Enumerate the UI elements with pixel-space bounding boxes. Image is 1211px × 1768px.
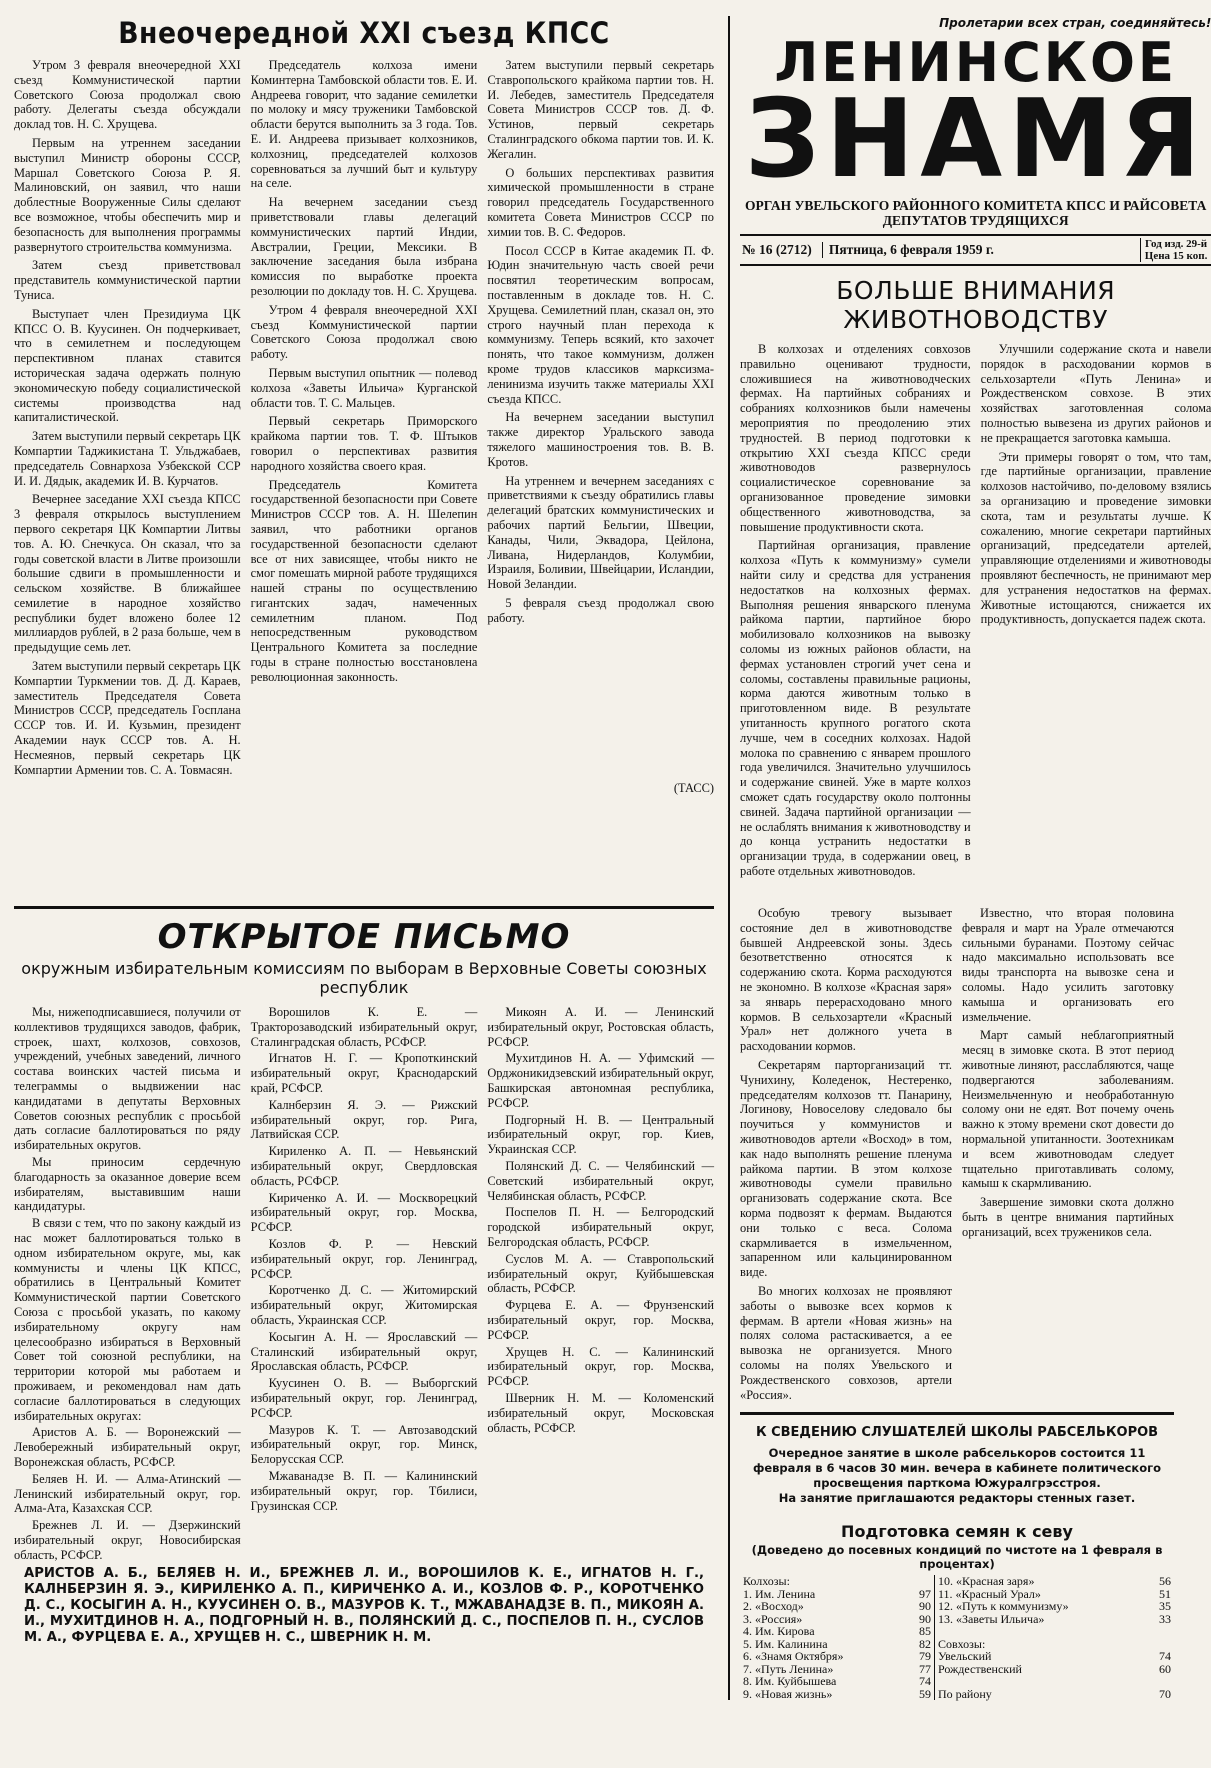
farm-value: 77 <box>918 1661 931 1676</box>
paragraph: Мазуров К. Т. — Автозаводский избирательный округ, гор. Минск, Белорусская ССР. <box>250 1422 478 1467</box>
paragraph: Секретарям парторганизаций тт. Чунихину, Коледенок, Нестеренко, председателям колхозов тт. Панарину, Логинову, Новоселову следовало бы поучиться у коммунистов и животноводов артели «Восход» в том, как надо выполнять решение пленума райкома партии. В этом колхозе животноводы сумели правильно организовать содержание скота. Все корма подвозят к фермам. Выдаются они только с веса. Солома скармливается в измельченном, запаренном или кальцинированном виде. <box>740 1057 952 1280</box>
paragraph: Косыгин А. Н. — Ярославский — Сталинский избирательный округ, Ярославская область, РСФСР. <box>250 1329 478 1374</box>
table-row <box>740 1600 1174 1613</box>
price: Цена 15 коп. <box>1144 250 1208 262</box>
paragraph: Во многих колхозах не проявляют заботы о вывозке всех кормов к фермам. В артели «Новая жизнь» на полях солома растаскивается, а ее вывозка не организуется. Много соломы на полях Увельского и Рождественского совхозов, артели «Россия». <box>740 1283 952 1402</box>
farm-value: 90 <box>918 1611 931 1626</box>
text-column <box>981 342 1211 883</box>
letter-columns <box>14 1005 714 1564</box>
text-column <box>14 58 241 781</box>
paragraph: На утреннем и вечернем заседаниях с приветствиями к съезду обратились главы делегаций братских коммунистических и рабочих партий Бельгии, Швеции, Канады, Чили, Эквадора, Цейлона, Ливана, Нидерландов, Колумбии, Израиля, Боливии, Швейцарии, Исландии, Новой Зеландии. <box>487 473 714 592</box>
text-column <box>487 1005 714 1564</box>
paragraph: Беляев Н. И. — Алма-Атинский — Ленинский избирательный округ, гор. Алма-Ата, Казахская ССР. <box>14 1471 241 1516</box>
farm-value: 51 <box>1159 1586 1171 1601</box>
total-label: По району <box>934 1688 1138 1701</box>
publication-year: Год изд. 29-й <box>1144 238 1208 250</box>
congress-columns <box>14 58 714 781</box>
paragraph: Брежнев Л. И. — Дзержинский избирательный округ, Новосибирская область, РСФСР. <box>14 1518 241 1562</box>
letter-subtitle: окружным избирательным комиссиям по выборам в Верховные Советы союзных республик <box>21 959 707 997</box>
kolkhozy-label: Колхозы: <box>743 1574 790 1589</box>
paragraph: Утром 4 февраля внеочередной XXI съезд Коммунистической партии Советского Союза продолжал свою работу. <box>250 302 478 362</box>
paragraph: Выступает член Президиума ЦК КПСС О. В. Куусинен. Он подчеркивает, что в семилетнем и последующем перспективном планах ставится историческая задача одержать полную экономическую победу социалистической системы производства над капиталистической. <box>14 306 241 425</box>
farm-name: 8. Им. Куйбышева <box>743 1674 837 1689</box>
editorial-columns <box>740 342 1211 883</box>
paragraph: Март самый неблагоприятный месяц в зимовке скота. В этот период животные линяют, расслабляются, чаще подвергаются заболеваниям. Неизмельченную и необработанную солому они не едят. Вот почему очень важно к этому времени скот довести до нормальной упитанности. Зоотехникам и всем животноводам следует тщательно приготавливать солому, камыш к скармливанию. <box>962 1028 1174 1191</box>
table-row <box>740 1650 1174 1663</box>
empty-cell <box>1138 1625 1174 1638</box>
paragraph: Мы приносим сердечную благодарность за оказанное доверие всем избирателям, выставившим наши кандидатуры. <box>14 1154 241 1214</box>
sovkhoz-name: Рождественский <box>934 1663 1138 1676</box>
farm-name: 9. «Новая жизнь» <box>743 1686 833 1701</box>
congress-title: Внеочередной XXI съезд КПСС <box>118 16 610 50</box>
farm-name: 11. «Красный Урал» <box>934 1588 1138 1601</box>
issue-date: Пятница, 6 февраля 1959 г. <box>822 242 1140 258</box>
paragraph: Кириленко А. П. — Невьянский избирательный округ, Свердловская область, РСФСР. <box>250 1144 478 1188</box>
paragraph: Микоян А. И. — Ленинский избирательный округ, Ростовская область, РСФСР. <box>487 1005 714 1049</box>
empty-cell <box>934 1675 1138 1688</box>
editorial-continued <box>740 906 1174 1406</box>
paragraph: Первый секретарь Приморского крайкома партии тов. Т. Ф. Штыков говорил о перспективах развития народного хозяйства своего края. <box>250 414 478 473</box>
text-column <box>251 1005 478 1564</box>
sovkhozy-label: Совхозы: <box>934 1638 1138 1651</box>
paragraph: Партийная организация, правление колхоза «Путь к коммунизму» сумели найти силу и средства для устранения недостатков на колхозных фермах. Выполняя решения январского пленума райкома партии, партийное бюро мобилизовало колхозников на вывозку соломы из южных районов области, на фермах установлен строгий учет сена и соломы, составлены правильные рационы, корма даются животным только в приготовленном виде. В результате упитанность крупного рогатого скота лучше, чем в соседних колхозах. Надой молока по сравнению с январем прошлого года увеличился. Значительно улучшилось и содержание свиней. Уже в марте колхоз сможет сдать государству около полтонны свиней. Задача партийной организации — не ослаблять внимания к животноводству и до конца устранить недостатки в организации труда, в содержании овец, в работе отдельных животноводов. <box>740 538 971 878</box>
farm-value: 82 <box>918 1636 931 1651</box>
empty-cell <box>1138 1675 1174 1688</box>
masthead-line2: ЗНАМЯ <box>744 77 1207 202</box>
table-row <box>740 1575 1174 1588</box>
paragraph: Затем выступили первый секретарь Ставропольского крайкома партии тов. Н. И. Лебедев, заместитель Председателя Совета Министров СССР тов. Д. Ф. Устинов, первый секретарь Сталинградского обкома партии тов. И. К. Жегалин. <box>487 58 714 161</box>
right-bottom <box>728 906 1174 1700</box>
paragraph: Затем выступили первый секретарь ЦК Компартии Таджикистана Т. Ульджабаев, председатель Совнархоза Узбекской ССР И. И. Дядык, академик И. В. Курчатов. <box>14 429 241 488</box>
issue-number: № 16 (2712) <box>742 242 812 257</box>
bottom-section <box>14 906 1174 1700</box>
farm-name: 4. Им. Кирова <box>743 1624 815 1639</box>
paragraph: Мухитдинов Н. А. — Уфимский — Орджоникидзевский избирательный округ, Башкирская автономная республика, РСФСР. <box>487 1051 714 1110</box>
paragraph: В связи с тем, что по закону каждый из нас может баллотироваться только в одном избирательном округе, мы, как коммунисты и члены ЦК КПСС, обратились в Центральный Комитет Коммунистической партии Советского Союза с просьбой указать, по какому избирательному округу нам целесообразно избираться в Верховный Совет той союзной республики, на территории которой мы работаем и проживаем, и рекомендовал нам дать согласие баллотироваться в следующих избирательных округах: <box>14 1216 241 1423</box>
table-row <box>740 1688 1174 1701</box>
empty-cell <box>898 1575 935 1588</box>
paragraph: Коротченко Д. С. — Житомирский избирательный округ, Житомирская область, Украинская ССР. <box>250 1283 478 1327</box>
notice-body <box>740 1446 1174 1506</box>
farm-value: 33 <box>1159 1611 1171 1626</box>
farm-name: 7. «Путь Ленина» <box>743 1661 834 1676</box>
congress-source: (ТАСС) <box>673 781 714 796</box>
paragraph: О больших перспективах развития химической промышленности в стране говорил председатель Государственного комитета Совета Министров СССР по химии тов. В. С. Федоров. <box>487 165 714 239</box>
paragraph: Ворошилов К. Е. — Тракторозаводский избирательный округ, Сталинградская область, РСФСР. <box>250 1005 478 1049</box>
paragraph: Затем выступили первый секретарь ЦК Компартии Туркмении тов. Д. Д. Караев, заместитель Председателя Совета Министров СССР, председатель Госплана СССР тов. И. И. Кузьмин, президент Академии наук СССР тов. А. Н. Несмеянов, первый секретарь ЦК Компартии Армении тов. С. А. Товмасян. <box>14 659 241 777</box>
paragraph: Председатель колхоза имени Коминтерна Тамбовской области тов. Е. И. Андреева говорит, что задание семилетки по молоку и мясу труженики Тамбовской области берутся выполнить за 3 года. Тов. Е. И. Андреева призывает колхозников, колхозниц, председателей колхозов соревноваться за лучший быт и культуру на селе. <box>250 58 478 191</box>
paragraph: 5 февраля съезд продолжал свою работу. <box>487 595 714 625</box>
farm-value: 74 <box>918 1674 931 1689</box>
paragraph: Калнберзин Я. Э. — Рижский избирательный округ, гор. Рига, Латвийская ССР. <box>250 1097 478 1142</box>
congress-article <box>14 16 714 906</box>
paragraph: Первым на утреннем заседании выступил Министр обороны СССР, Маршал Советского Союза Р. Я. Малиновский, он заявил, что наши доблестные Вооруженные Силы сделают все возможное, чтобы обеспечить мир и безопасность для выполнения программы развернутого строительства коммунизма. <box>14 135 241 254</box>
sovkhoz-name: Увельский <box>934 1650 1138 1663</box>
farm-value: 79 <box>918 1649 931 1664</box>
masthead-line1: ЛЕНИНСКОЕ <box>774 31 1178 94</box>
paragraph: Хрущев Н. С. — Калининский избирательный округ, гор. Москва, РСФСР. <box>487 1344 714 1389</box>
editorial-title: БОЛЬШЕ ВНИМАНИЯ ЖИВОТНОВОДСТВУ <box>836 276 1116 334</box>
total-value: 70 <box>1159 1686 1171 1701</box>
paragraph: Известно, что вторая половина февраля и март на Урале отмечаются сильными буранами. Поэтому сейчас надо максимально использовать все виды транспорта на вывозке сена и соломы. Надо усилить заготовку камыша и организовать его измельчение. <box>962 906 1174 1024</box>
paragraph: Мжаванадзе В. П. — Калининский избирательный округ, гор. Тбилиси, Грузинская ССР. <box>250 1468 478 1513</box>
seeds-title: Подготовка семян к севу <box>841 1522 1073 1542</box>
text-column <box>740 906 952 1406</box>
open-letter <box>14 906 714 1700</box>
organ-line: ОРГАН УВЕЛЬСКОГО РАЙОННОГО КОМИТЕТА КПСС И РАЙСОВЕТА ДЕПУТАТОВ ТРУДЯЩИХСЯ <box>744 198 1207 228</box>
slogan: Пролетарии всех стран, соединяйтесь! <box>939 16 1211 30</box>
paragraph: Затем съезд приветствовал представитель коммунистической партии Туниса. <box>14 258 241 302</box>
paragraph: Аристов А. Б. — Воронежский — Левобережный избирательный округ, Воронежская область, РСФСР. <box>14 1425 241 1469</box>
farm-name: 1. Им. Ленина <box>743 1586 816 1601</box>
sovkhoz-value: 60 <box>1159 1661 1171 1676</box>
paragraph: Завершение зимовки скота должно быть в центре внимания партийных организаций, всех тружеников села. <box>962 1195 1174 1239</box>
table-row <box>740 1625 1174 1638</box>
paragraph: В колхозах и отделениях совхозов правильно оценивают трудности, сложившиеся на животноводческих фермах. На партийных собраниях и собраниях колхозников были намечены мероприятия по преодолению этих трудностей. В период подготовки к открытию XXI съезда КПСС среди животноводов развернулось социалистическое соревнование за организованное проведение зимовки общественного животноводства, за повышение продуктивности скота. <box>740 342 971 534</box>
paragraph: Игнатов Н. Г. — Кропоткинский избирательный округ, Краснодарский край, РСФСР. <box>250 1051 478 1095</box>
farm-name: 2. «Восход» <box>743 1599 804 1614</box>
empty-cell <box>934 1625 1138 1638</box>
farm-name: 3. «Россия» <box>743 1611 803 1626</box>
text-column <box>740 342 971 883</box>
issue-info-bar <box>740 234 1211 266</box>
seeds-subtitle: (Доведено до посевных кондиций по чистоте на 1 февраля в процентах) <box>751 1543 1163 1572</box>
notice-invite: На занятие приглашаются редакторы стенных газет. <box>778 1491 1136 1506</box>
paragraph: На вечернем заседании съезд приветствовали главы делегаций коммунистических партий Индии, Австралии, Греции, Мексики. В заключение заседания была избрана комиссия по выработке проекта резолюции по докладу тов. Н. С. Хрущева. <box>250 195 478 298</box>
right-top <box>728 16 1211 906</box>
paragraph: Особую тревогу вызывает состояние дел в животноводстве бывшей Андреевской зоны. Здесь безответственно относятся к содержанию скота. Корма расходуются не экономно. В колхозе «Красная заря» за январь перерасходовано много кормов. В сельхозартели «Красный Урал» нет должного учета в расходовании кормов. <box>740 906 952 1054</box>
paragraph: Улучшили содержание скота и навели порядок в расходовании кормов в сельхозартели «Путь Ленина» и Рождественском совхозе. В этих хозяйствах заготовленная солома полностью вывезена из других районов и не прекращается заготовка камыша. <box>980 342 1211 445</box>
farm-value: 90 <box>918 1599 931 1614</box>
letter-signatures: АРИСТОВ А. Б., БЕЛЯЕВ Н. И., БРЕЖНЕВ Л. И., ВОРОШИЛОВ К. Е., ИГНАТОВ Н. Г., КАЛНБЕРЗИН Я. Э., КИРИЛЕНКО А. П., КИРИЧЕНКО А. И., КОЗЛОВ Ф. Р., КОРОТЧЕНКО Д. С., КОСЫГИН А. Н., КУУСИНЕН О. В., МАЗУРОВ К. Т., МЖАВАНАДЗЕ В. П., МИКОЯН А. И., МУХИТДИНОВ Н. А., ПОДГОРНЫЙ Н. В., ПОЛЯНСКИЙ Д. С., ПОСПЕЛОВ П. Н., СУСЛОВ М. А., ФУРЦЕВА Е. А., ХРУЩЕВ Н. С., ШВЕРНИК Н. М. <box>24 1566 704 1646</box>
farm-value: 35 <box>1159 1599 1171 1614</box>
paragraph: Эти примеры говорят о том, что там, где партийные организации, правление колхозов настойчиво, по-деловому взялись за организацию и проведение зимовки скота, там и результаты лучше. К сожалению, многие секретари партийных организаций, председатели артелей, управляющие отделениями и животноводы проявляют беспечность, не принимают мер для устранения недостатков на фермах. Животные истощаются, снижается их продуктивность, допускается падеж скота. <box>980 449 1211 627</box>
farm-value: 56 <box>1159 1574 1171 1589</box>
farm-name: 12. «Путь к коммунизму» <box>934 1600 1138 1613</box>
farm-name: 6. «Знамя Октября» <box>743 1649 844 1664</box>
paragraph: Первым выступил опытник — полевод колхоза «Заветы Ильича» Курганской области тов. Т. С. Мальцев. <box>250 365 478 410</box>
paragraph: На вечернем заседании выступил также директор Уральского завода тяжелого машиностроения тов. В. В. Кротов. <box>487 410 714 469</box>
text-column <box>487 58 714 781</box>
paragraph: Шверник Н. М. — Коломенский избирательный округ, Московская область, РСФСР. <box>487 1390 714 1435</box>
paragraph: Суслов М. А. — Ставропольский избирательный округ, Куйбышевская область, РСФСР. <box>487 1251 714 1296</box>
table-row <box>740 1675 1174 1688</box>
paragraph: Председатель Комитета государственной безопасности при Совете Министров СССР тов. А. Н. Шелепин заявил, что работники органов государственной безопасности сделают все от них зависящее, чтобы никто не смог помешать мирной работе трудящихся нашей страны по осуществлению гигантских задач, намеченных семилетним планом. Под непосредственным руководством Центрального Комитета за последние годы в стране полностью восстановлена революционная законность. <box>250 477 478 684</box>
paragraph: Козлов Ф. Р. — Невский избирательный округ, гор. Ленинград, РСФСР. <box>250 1236 478 1281</box>
divider <box>740 1412 1174 1415</box>
paragraph: Фурцева Е. А. — Фрунзенский избирательный округ, гор. Москва, РСФСР. <box>487 1298 714 1342</box>
farm-name: 10. «Красная заря» <box>934 1575 1138 1588</box>
paragraph: Куусинен О. В. — Выборгский избирательный округ, гор. Ленинград, РСФСР. <box>250 1376 478 1420</box>
paragraph: Мы, нижеподписавшиеся, получили от коллективов трудящихся заводов, фабрик, строек, шахт, колхозов, совхозов, учреждений, учебных заведений, личного состава воинских частей письма и телеграммы о выдвижении нас кандидатами в депутаты Верховных Советов союзных республик с просьбой дать согласие баллотироваться по ряду избирательных округов. <box>14 1005 241 1153</box>
paragraph: Утром 3 февраля внеочередной XXI съезд Коммунистической партии Советского Союза продолжал свою работу. Делегаты съезда обсуждали доклад тов. Н. С. Хрущева. <box>14 58 241 132</box>
notice-text: Очередное занятие в школе рабселькоров состоится 11 февраля в 6 часов 30 мин. вечера в кабинете политического просвещения парткома Южуралгрэсстроя. <box>752 1446 1162 1491</box>
text-column <box>962 906 1174 1406</box>
farm-name: 5. Им. Калинина <box>743 1636 828 1651</box>
paragraph: Поспелов П. Н. — Белгородский городской избирательный округ, Белгородская область, РСФСР. <box>487 1205 714 1249</box>
farm-name: 13. «Заветы Ильича» <box>934 1613 1138 1626</box>
paragraph: Подгорный Н. В. — Центральный избирательный округ, гор. Киев, Украинская ССР. <box>487 1112 714 1157</box>
farm-value: 59 <box>918 1686 931 1701</box>
text-column <box>251 58 478 781</box>
paragraph: Полянский Д. С. — Челябинский — Советский избирательный округ, Челябинская область, РСФСР. <box>487 1158 714 1203</box>
seeds-table <box>740 1575 1174 1700</box>
paragraph: Вечернее заседание XXI съезда КПСС 3 февраля открылось выступлением первого секретаря ЦК Компартии Литвы тов. А. Ю. Снечкуса. Он сказал, что за годы советской власти в Литве произошли большие сдвиги в промышленности и сельском хозяйстве. В ближайшее семилетие в народное хозяйство республики будет вложено более 12 миллиардов рублей, в 2 раза больше, чем в предыдущие семь лет. <box>14 492 241 655</box>
paragraph: Кириченко А. И. — Москворецкий избирательный округ, гор. Москва, РСФСР. <box>250 1190 478 1235</box>
text-column <box>14 1005 241 1564</box>
notice-title: К СВЕДЕНИЮ СЛУШАТЕЛЕЙ ШКОЛЫ РАБСЕЛЬКОРОВ <box>755 1425 1159 1441</box>
farm-value: 85 <box>918 1624 931 1639</box>
top-section <box>14 16 1211 906</box>
paragraph: Посол СССР в Китае академик П. Ф. Юдин значительную часть своей речи посвятил теоретическим вопросам, поставленным в докладе тов. Н. С. Хрущева. Семилетний план, сказал он, это строго научный план перехода к коммунизму. Теперь всякий, кто захочет понять, что такое коммунизм, должен кроме трудов классиков марксизма-ленинизма изучить также материалы XXI съезда КПСС. <box>487 243 714 406</box>
letter-title: ОТКРЫТОЕ ПИСЬМО <box>157 917 571 957</box>
sovkhoz-value: 74 <box>1159 1649 1171 1664</box>
farm-value: 97 <box>918 1586 931 1601</box>
price-box <box>1140 238 1211 262</box>
